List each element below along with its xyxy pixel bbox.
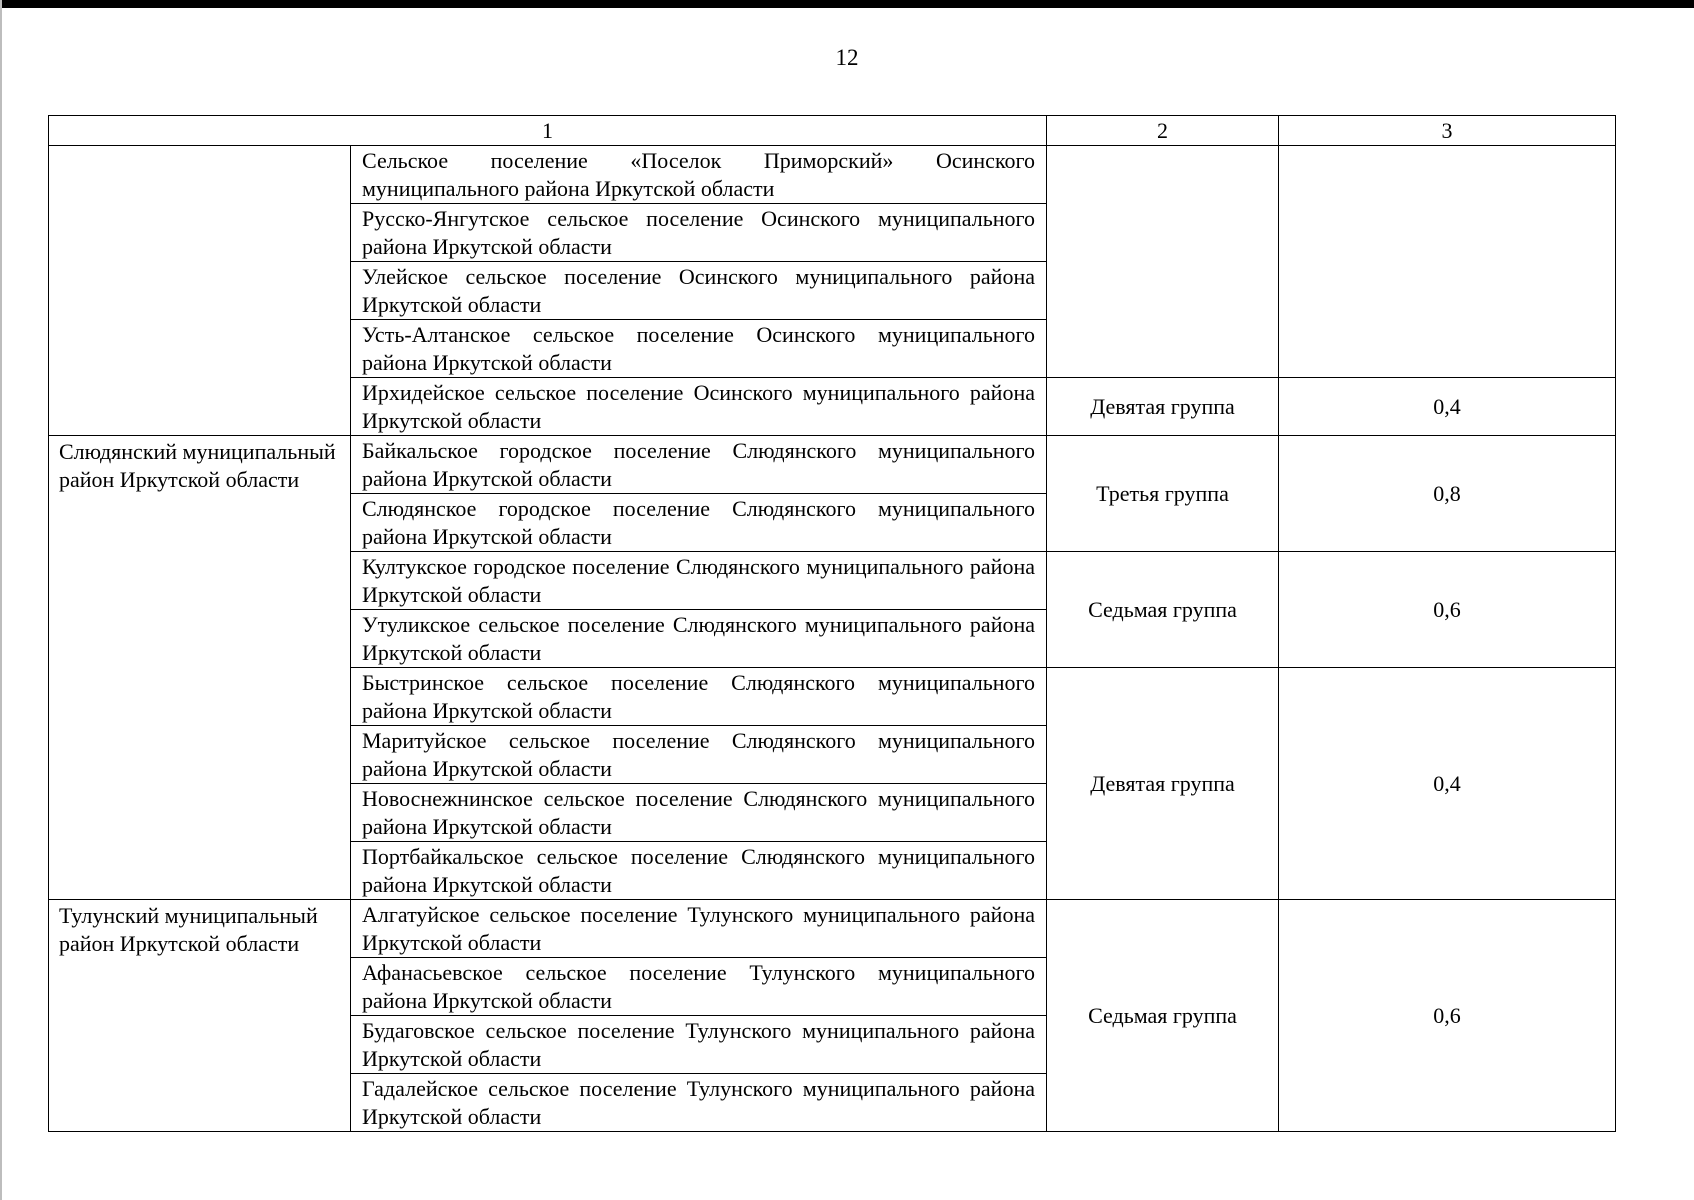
group-cell: Третья группа <box>1047 436 1279 552</box>
column-header-2: 2 <box>1047 116 1279 146</box>
settlement-cell: Алгатуйское сельское поселение Тулунского муниципального района Иркутской области <box>351 900 1047 958</box>
settlement-cell: Сельское поселение «Поселок Приморский» Осинского муниципального района Иркутской области <box>351 146 1047 204</box>
table-row <box>49 146 1616 204</box>
group-cell: Седьмая группа <box>1047 552 1279 668</box>
table-row <box>49 436 1616 494</box>
group-cell: Седьмая группа <box>1047 900 1279 1132</box>
settlement-cell: Афанасьевское сельское поселение Тулунского муниципального района Иркутской области <box>351 958 1047 1016</box>
settlement-cell: Слюдянское городское поселение Слюдянского муниципального района Иркутской области <box>351 494 1047 552</box>
scan-left-edge <box>0 0 2 1200</box>
column-header-1: 1 <box>49 116 1047 146</box>
group-cell <box>1047 146 1279 378</box>
coefficient-cell: 0,4 <box>1279 668 1616 900</box>
settlement-cell: Русско-Янгутское сельское поселение Осинского муниципального района Иркутской области <box>351 204 1047 262</box>
coefficient-cell: 0,6 <box>1279 900 1616 1132</box>
settlement-cell: Портбайкальское сельское поселение Слюдянского муниципального района Иркутской области <box>351 842 1047 900</box>
district-cell: Слюдянский муниципальный район Иркутской области <box>49 436 351 900</box>
group-cell: Девятая группа <box>1047 378 1279 436</box>
settlement-cell: Утуликское сельское поселение Слюдянского муниципального района Иркутской области <box>351 610 1047 668</box>
page-number: 12 <box>835 45 859 70</box>
district-cell <box>49 146 351 436</box>
coefficient-cell: 0,4 <box>1279 378 1616 436</box>
settlement-cell: Будаговское сельское поселение Тулунского муниципального района Иркутской области <box>351 1016 1047 1074</box>
settlement-cell: Ирхидейское сельское поселение Осинского муниципального района Иркутской области <box>351 378 1047 436</box>
coefficient-cell: 0,8 <box>1279 436 1616 552</box>
column-header-3: 3 <box>1279 116 1616 146</box>
settlement-cell: Маритуйское сельское поселение Слюдянского муниципального района Иркутской области <box>351 726 1047 784</box>
settlement-cell: Байкальское городское поселение Слюдянского муниципального района Иркутской области <box>351 436 1047 494</box>
top-border-bar <box>0 0 1694 8</box>
group-cell: Девятая группа <box>1047 668 1279 900</box>
coefficient-cell: 0,6 <box>1279 552 1616 668</box>
settlement-cell: Новоснежнинское сельское поселение Слюдянского муниципального района Иркутской области <box>351 784 1047 842</box>
settlement-cell: Улейское сельское поселение Осинского муниципального района Иркутской области <box>351 262 1047 320</box>
table-row <box>49 900 1616 958</box>
groups-table <box>48 115 1616 1132</box>
coefficient-cell <box>1279 146 1616 378</box>
settlement-cell: Гадалейское сельское поселение Тулунского муниципального района Иркутской области <box>351 1074 1047 1132</box>
settlement-cell: Култукское городское поселение Слюдянского муниципального района Иркутской области <box>351 552 1047 610</box>
district-cell: Тулунский муниципальный район Иркутской области <box>49 900 351 1132</box>
settlement-cell: Усть-Алтанское сельское поселение Осинского муниципального района Иркутской области <box>351 320 1047 378</box>
settlement-cell: Быстринское сельское поселение Слюдянского муниципального района Иркутской области <box>351 668 1047 726</box>
table-header-row <box>49 116 1616 146</box>
